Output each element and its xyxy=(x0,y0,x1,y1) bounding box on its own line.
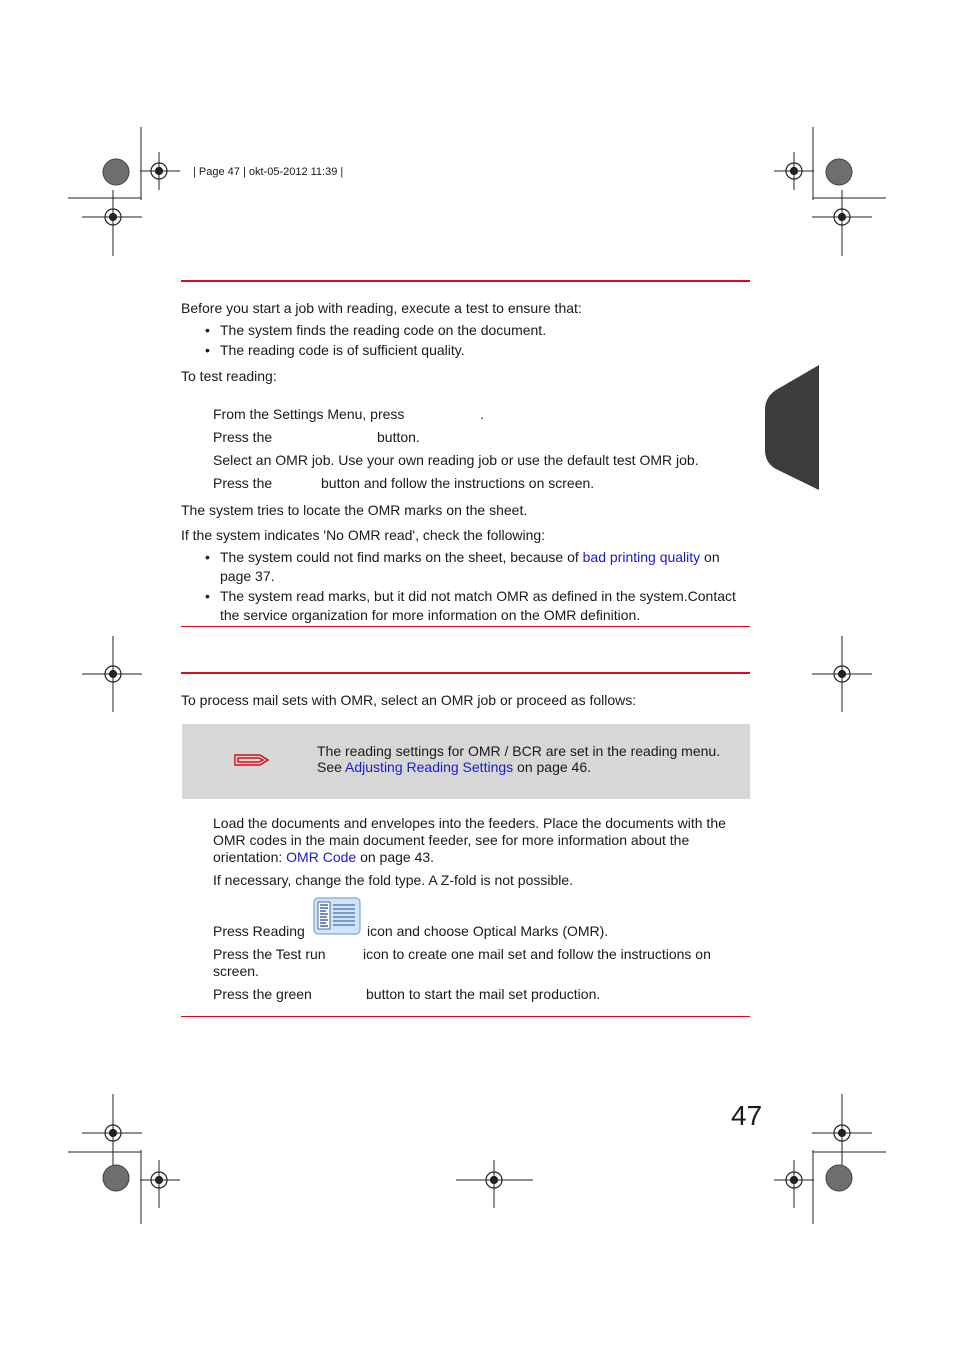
omr-code-link[interactable]: OMR Code xyxy=(286,849,357,865)
chapter-tab xyxy=(762,364,820,491)
step-text-pre: orientation: xyxy=(213,849,287,865)
step-text: screen. xyxy=(213,963,259,979)
note-text: The reading settings for OMR / BCR are set in the reading menu. xyxy=(317,743,721,759)
step-text-end: . xyxy=(480,406,484,422)
section2-top-rule xyxy=(181,672,750,674)
list-item-text: The system could not find marks on the sheet, because of xyxy=(220,549,583,565)
step-text: icon to create one mail set and follow the instructions on xyxy=(363,946,711,962)
list-item-text: on xyxy=(700,549,720,565)
step-text: Press the green xyxy=(213,986,312,1002)
bullet-icon: • xyxy=(205,549,210,565)
page-number: 47 xyxy=(731,1100,763,1131)
print-slug: | Page 47 | okt-05-2012 11:39 | xyxy=(193,166,344,178)
list-item: The system read marks, but it did not match OMR as defined in the system.Contact xyxy=(220,588,736,604)
step-text: Press the xyxy=(213,429,273,445)
step-text-end: button and follow the instructions on screen. xyxy=(321,475,595,491)
section1-top-rule xyxy=(181,280,750,282)
bad-printing-quality-link[interactable]: bad printing quality xyxy=(582,549,701,565)
no-omr-text: If the system indicates 'No OMR read', check the following: xyxy=(181,527,546,543)
step-text: From the Settings Menu, press xyxy=(213,406,405,422)
bullet-icon: • xyxy=(205,342,210,358)
bullet-icon: • xyxy=(205,588,210,604)
adjusting-reading-settings-link[interactable]: Adjusting Reading Settings xyxy=(345,759,514,775)
section2-bottom-rule xyxy=(181,1016,750,1017)
step-text: Press the Test run xyxy=(213,946,326,962)
to-test-label: To test reading: xyxy=(181,368,277,384)
list-item xyxy=(220,549,720,566)
step-text: Load the documents and envelopes into the feeders. Place the documents with the xyxy=(213,815,726,831)
note-text-pre: See xyxy=(317,759,346,775)
step-text: If necessary, change the fold type. A Z-fold is not possible. xyxy=(213,872,574,888)
note-pointer-icon xyxy=(233,752,271,768)
step-text: button to start the mail set production. xyxy=(366,986,601,1002)
list-item-cont: page 37. xyxy=(220,568,275,584)
note-text xyxy=(317,759,591,776)
section2-intro: To process mail sets with OMR, select an OMR job or proceed as follows: xyxy=(181,692,637,708)
result-text: The system tries to locate the OMR marks on the sheet. xyxy=(181,502,528,518)
list-item: The system finds the reading code on the document. xyxy=(220,322,547,338)
reading-barcode-icon[interactable] xyxy=(313,897,361,935)
step-text: Press Reading xyxy=(213,923,305,939)
step-text: Select an OMR job. Use your own reading job or use the default test OMR job. xyxy=(213,452,699,468)
section1-intro: Before you start a job with reading, execute a test to ensure that: xyxy=(181,300,582,316)
step-text: OMR codes in the main document feeder, see for more information about the xyxy=(213,832,690,848)
step-text xyxy=(213,849,434,866)
step-text: icon and choose Optical Marks (OMR). xyxy=(367,923,609,939)
section1-bottom-rule xyxy=(181,626,750,627)
step-text-post: on page 43. xyxy=(356,849,435,865)
note-text-post: on page 46. xyxy=(513,759,591,775)
list-item-cont: the service organization for more information on the OMR definition. xyxy=(220,607,641,623)
list-item: The reading code is of sufficient quality. xyxy=(220,342,465,358)
step-text: Press the xyxy=(213,475,273,491)
bullet-icon: • xyxy=(205,322,210,338)
step-text-end: button. xyxy=(377,429,420,445)
